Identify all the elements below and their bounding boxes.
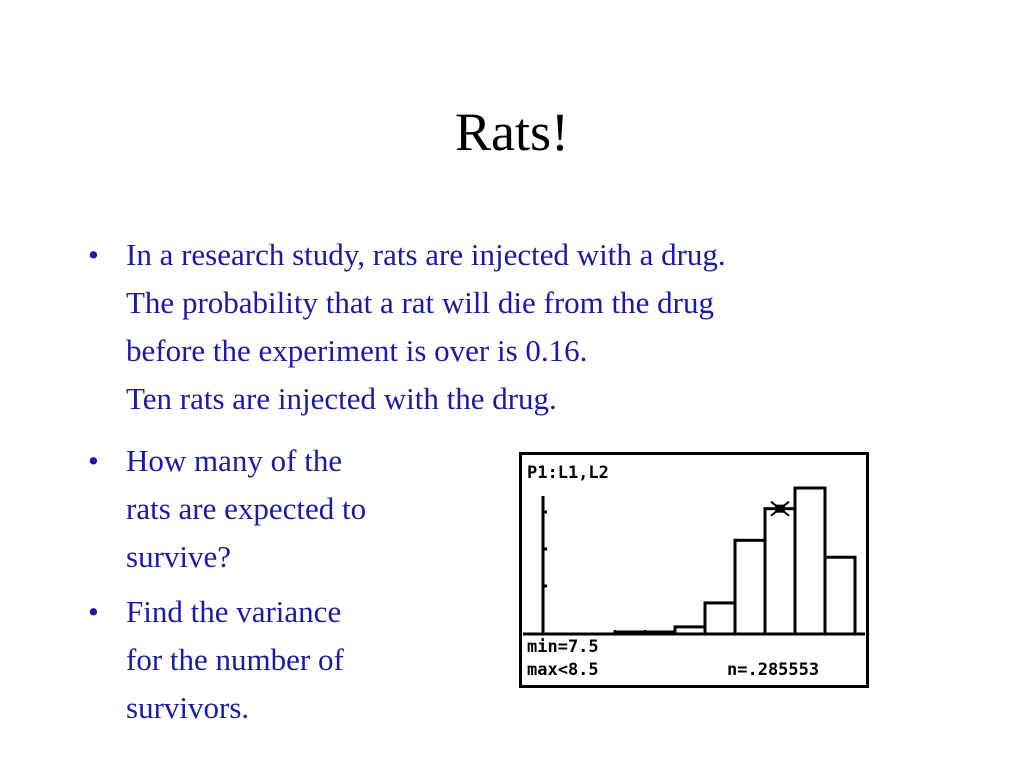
bullet-line: Ten rats are injected with the drug. — [126, 381, 557, 416]
slide-title: Rats! — [455, 102, 569, 162]
histogram-bar — [795, 488, 825, 634]
bullet-line: Find the variance — [126, 594, 342, 629]
bullet-line: In a research study, rats are injected with a drug. — [126, 237, 726, 272]
calculator-histogram-screen — [519, 452, 869, 688]
histogram-bar — [705, 603, 735, 634]
bullet-line: before the experiment is over is 0.16. — [126, 333, 588, 368]
min-label: min=7.5 — [527, 637, 599, 657]
histogram-bar — [675, 627, 705, 634]
bullet-line: for the number of — [126, 642, 344, 677]
n-label: n=.285553 — [727, 660, 820, 680]
histogram-bar — [825, 557, 855, 634]
histogram-bar — [615, 632, 645, 634]
histogram-bar — [645, 632, 675, 634]
bullet-text — [126, 437, 366, 581]
max-label: max<8.5 — [527, 660, 599, 680]
bullet-symbol: • — [88, 443, 99, 478]
bullet-symbol: • — [88, 237, 99, 272]
bullet-text — [126, 588, 344, 732]
bullet-line: survive? — [126, 539, 232, 574]
plot-label: P1:L1,L2 — [527, 463, 609, 483]
histogram-bar — [735, 540, 765, 634]
histogram-svg — [519, 452, 869, 688]
bullet-line: rats are expected to — [126, 491, 367, 526]
bullet-line: The probability that a rat will die from the drug — [126, 285, 714, 320]
bullet-line: How many of the — [126, 443, 343, 478]
bullet-line: survivors. — [126, 690, 250, 725]
histogram-bar — [765, 509, 795, 634]
bullet-text — [126, 231, 726, 423]
bullet-symbol: • — [88, 594, 99, 629]
